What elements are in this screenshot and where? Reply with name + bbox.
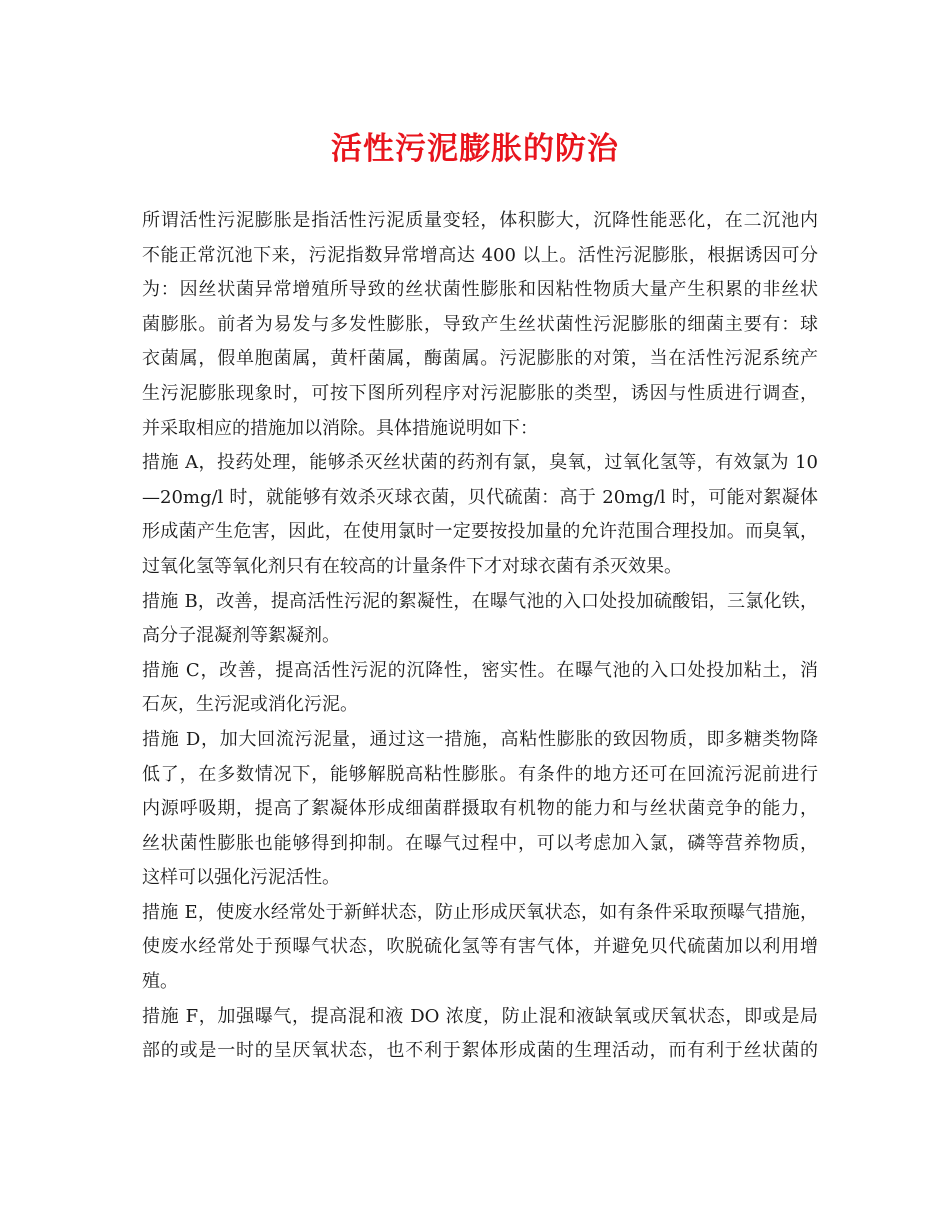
body-text-line: 措施 B，改善，提高活性污泥的絮凝性，在曝气池的入口处投加硫酸铝，三氯化铁， <box>142 590 818 612</box>
body-text-line: 为：因丝状菌异常增殖所导致的丝状菌性膨胀和因粘性物质大量产生积累的非丝状 <box>142 279 818 301</box>
body-text-line: 并采取相应的措施加以消除。具体措施说明如下： <box>142 417 538 439</box>
body-text-line: 这样可以强化污泥活性。 <box>142 867 340 889</box>
body-text-line: 措施 E，使废水经常处于新鲜状态，防止形成厌氧状态，如有条件采取预曝气措施， <box>142 901 818 923</box>
body-text-line: 过氧化氢等氧化剂只有在较高的计量条件下才对球衣菌有杀灭效果。 <box>142 555 682 577</box>
document-title: 活性污泥膨胀的防治 <box>331 131 619 167</box>
body-text-line: —20mg/l 时，就能够有效杀灭球衣菌，贝代硫菌：高于 20mg/l 时，可能对絮凝体 <box>142 486 818 508</box>
body-text-line: 部的或是一时的呈厌氧状态，也不利于絮体形成菌的生理活动，而有利于丝状菌的 <box>142 1040 818 1062</box>
body-text-line: 形成菌产生危害，因此，在使用氯时一定要按投加量的允许范围合理投加。而臭氧， <box>142 521 818 543</box>
document-body <box>142 204 818 1069</box>
body-text-line: 高分子混凝剂等絮凝剂。 <box>142 625 340 647</box>
body-text-line: 衣菌属，假单胞菌属，黄杆菌属，酶菌属。污泥膨胀的对策，当在活性污泥系统产 <box>142 348 818 370</box>
body-text-line: 措施 A，投药处理，能够杀灭丝状菌的药剂有氯，臭氧，过氧化氢等，有效氯为 10 <box>142 452 818 474</box>
body-text-line: 菌膨胀。前者为易发与多发性膨胀，导致产生丝状菌性污泥膨胀的细菌主要有：球 <box>142 313 818 335</box>
body-text-line: 不能正常沉池下来，污泥指数异常增高达 400 以上。活性污泥膨胀，根据诱因可分 <box>142 244 818 266</box>
body-text-line: 内源呼吸期，提高了絮凝体形成细菌群摄取有机物的能力和与丝状菌竞争的能力， <box>142 798 818 820</box>
body-text-line: 殖。 <box>142 971 178 993</box>
body-text-line: 石灰，生污泥或消化污泥。 <box>142 694 358 716</box>
body-text-line: 措施 C，改善，提高活性污泥的沉降性，密实性。在曝气池的入口处投加粘土，消 <box>142 659 818 681</box>
body-text-line: 低了，在多数情况下，能够解脱高粘性膨胀。有条件的地方还可在回流污泥前进行 <box>142 763 818 785</box>
body-text-line: 措施 F，加强曝气，提高混和液 DO 浓度，防止混和液缺氧或厌氧状态，即或是局 <box>142 1005 818 1027</box>
body-text-line: 所谓活性污泥膨胀是指活性污泥质量变轻，体积膨大，沉降性能恶化，在二沉池内 <box>142 210 818 231</box>
body-text-line: 措施 D，加大回流污泥量，通过这一措施，高粘性膨胀的致因物质，即多糖类物降 <box>142 728 818 750</box>
body-text-line: 生污泥膨胀现象时，可按下图所列程序对污泥膨胀的类型，诱因与性质进行调查， <box>142 382 818 404</box>
body-text-line: 丝状菌性膨胀也能够得到抑制。在曝气过程中，可以考虑加入氯，磷等营养物质， <box>142 832 818 854</box>
body-text-line: 使废水经常处于预曝气状态，吹脱硫化氢等有害气体，并避免贝代硫菌加以利用增 <box>142 936 818 958</box>
